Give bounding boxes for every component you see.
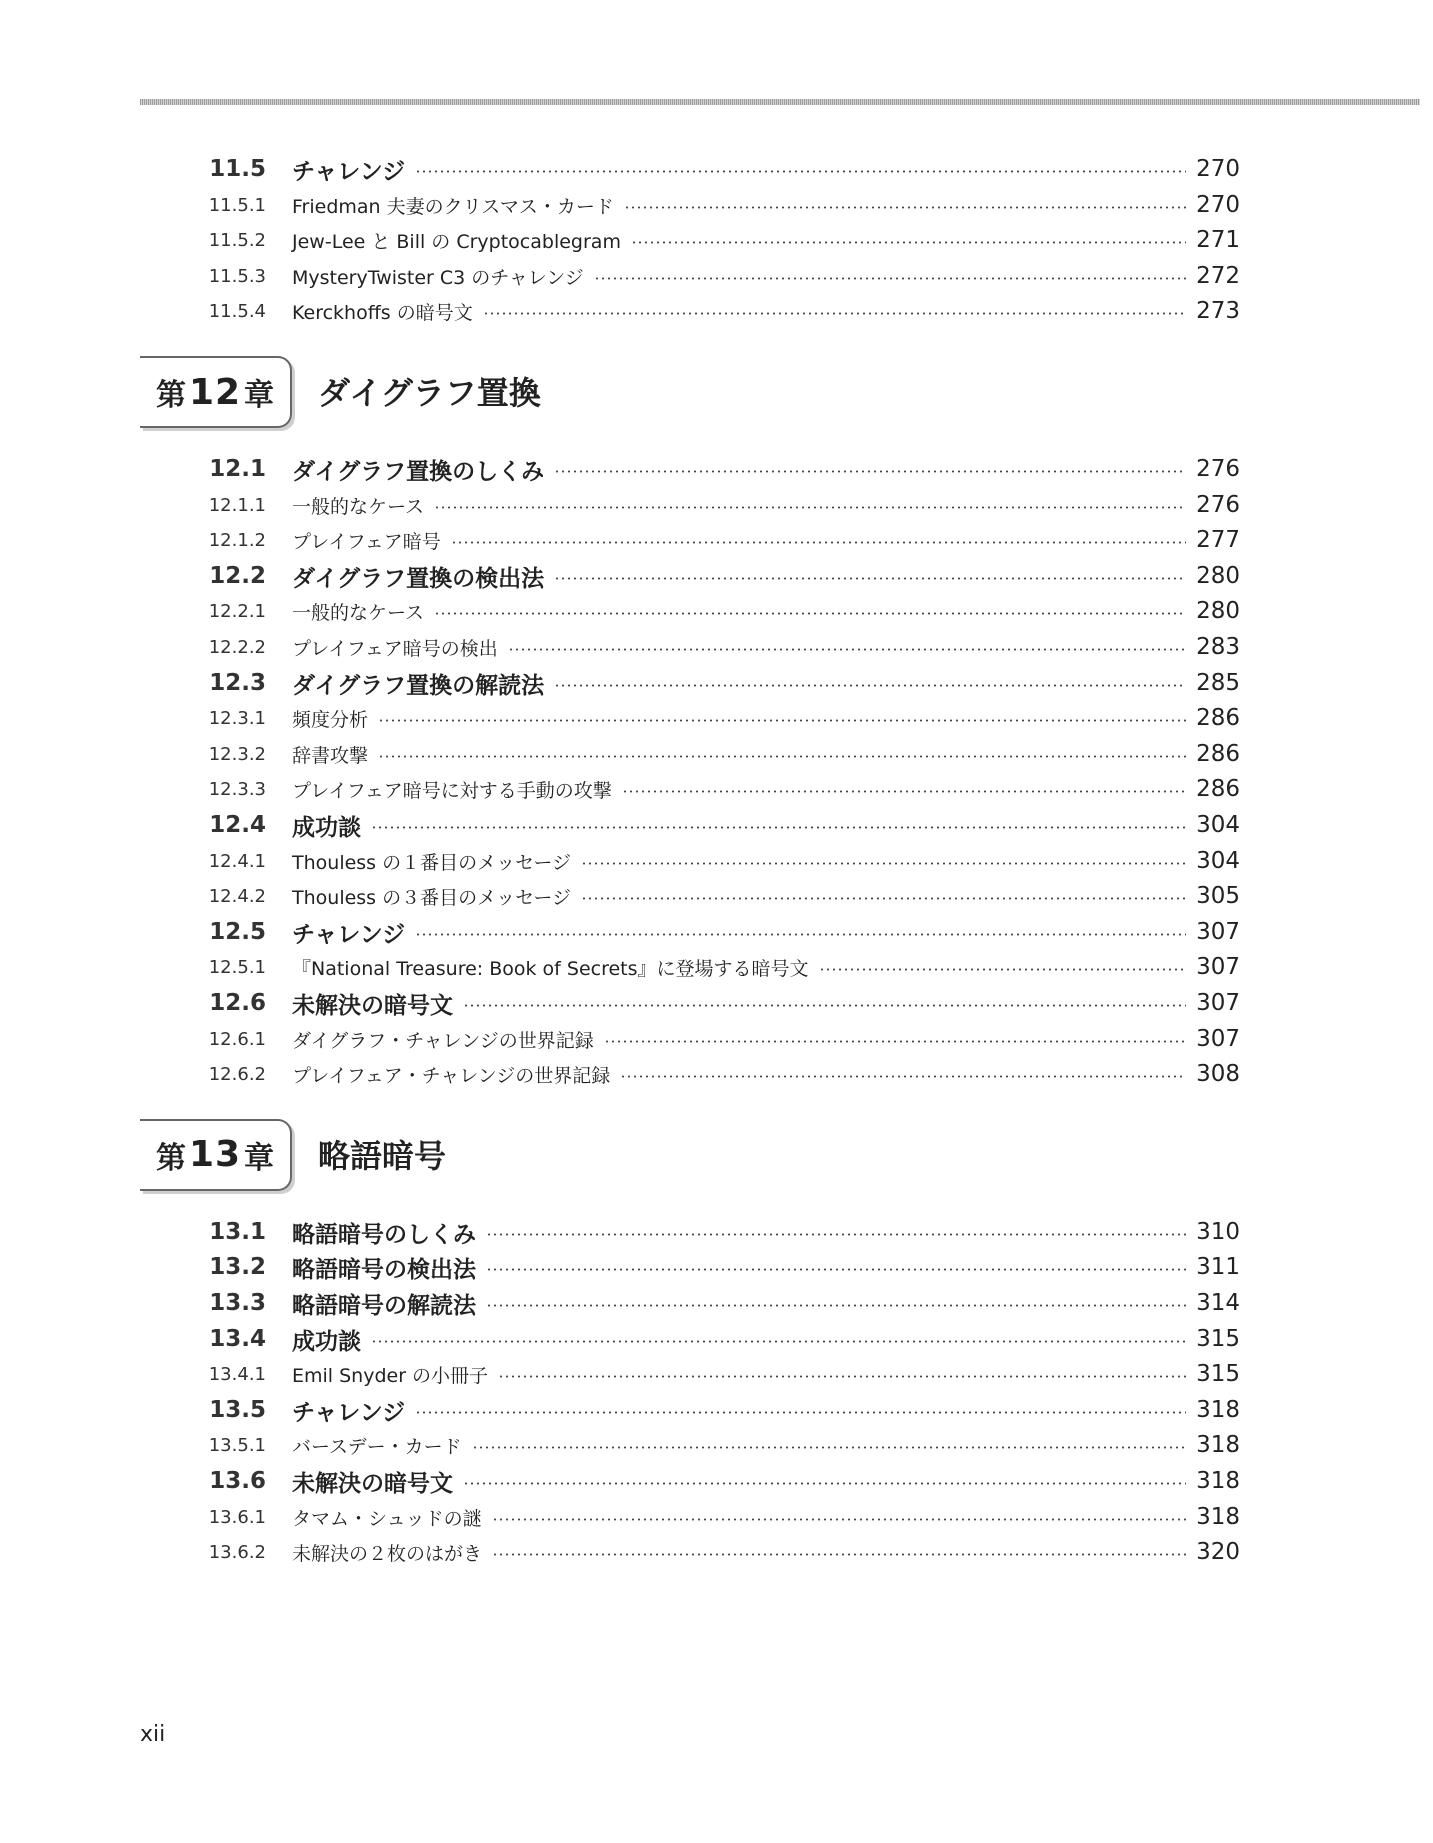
entry-title: 『National Treasure: Book of Secrets』に登場する暗号文 [292, 957, 809, 980]
dot-leader [483, 312, 1186, 315]
entry-number: 13.5.1 [208, 1434, 266, 1456]
entry-page-number: 286 [1196, 776, 1240, 802]
entry-page-number: 318 [1196, 1432, 1240, 1458]
entry-page-number: 318 [1196, 1468, 1240, 1494]
dot-leader [451, 541, 1186, 544]
entry-page-number: 310 [1196, 1219, 1240, 1245]
dot-leader [604, 1040, 1186, 1043]
entry-page-number: 286 [1196, 741, 1240, 767]
dot-leader [554, 684, 1186, 687]
entry-page-number: 272 [1196, 263, 1240, 289]
entry-number: 13.3 [209, 1290, 266, 1316]
entry-number: 11.5 [209, 156, 266, 182]
toc-section-entry[interactable] [0, 666, 1240, 700]
toc-section-entry[interactable] [0, 452, 1240, 486]
entry-page-number: 307 [1196, 990, 1240, 1016]
entry-title: Jew-Lee と Bill の Cryptocablegram [292, 230, 621, 253]
toc-subsection-entry[interactable] [0, 1057, 1240, 1091]
entry-number: 12.4.2 [208, 885, 266, 907]
chapter-title: 略語暗号 [318, 1136, 447, 1175]
toc-subsection-entry[interactable] [0, 844, 1240, 878]
entry-title: プレイフェア暗号に対する手動の攻撃 [292, 779, 612, 802]
toc-subsection-entry[interactable] [0, 1428, 1240, 1462]
entry-number: 12.4 [209, 812, 266, 838]
chapter-prefix: 第 [155, 1140, 186, 1176]
dot-leader [371, 826, 1186, 829]
entry-title: チャレンジ [292, 1399, 406, 1426]
entry-title: プレイフェア暗号の検出 [292, 637, 498, 660]
chapter-number: 12 [188, 371, 242, 413]
entry-number: 13.1 [209, 1219, 266, 1245]
chapter-suffix: 章 [244, 1140, 275, 1176]
entry-title: ダイグラフ置換の検出法 [292, 565, 545, 592]
chapter-title: ダイグラフ置換 [318, 374, 541, 412]
toc-subsection-entry[interactable] [0, 737, 1240, 771]
dot-leader [624, 206, 1186, 209]
entry-page-number: 304 [1196, 848, 1240, 874]
entry-number: 11.5.2 [208, 229, 266, 251]
entry-page-number: 273 [1196, 298, 1240, 324]
chapter-number-tab [140, 356, 292, 428]
entry-page-number: 315 [1196, 1326, 1240, 1352]
entry-page-number: 277 [1196, 527, 1240, 553]
entry-page-number: 304 [1196, 812, 1240, 838]
entry-number: 12.2 [209, 563, 266, 589]
dot-leader [415, 933, 1186, 936]
entry-title: 略語暗号の検出法 [292, 1256, 476, 1283]
entry-number: 13.6.1 [208, 1506, 266, 1528]
entry-title: Kerckhoffs の暗号文 [292, 301, 473, 324]
entry-number: 12.6.2 [208, 1063, 266, 1085]
entry-number: 12.3.1 [208, 707, 266, 729]
page-number: xii [140, 1722, 166, 1747]
entry-number: 11.5.3 [208, 265, 266, 287]
entry-number: 11.5.1 [208, 194, 266, 216]
entry-page-number: 311 [1196, 1254, 1240, 1280]
entry-number: 13.4 [209, 1326, 266, 1352]
entry-page-number: 318 [1196, 1504, 1240, 1530]
entry-number: 11.5.4 [208, 300, 266, 322]
dot-leader [434, 612, 1186, 615]
entry-number: 13.4.1 [208, 1363, 266, 1385]
entry-page-number: 276 [1196, 492, 1240, 518]
dot-leader [371, 1340, 1186, 1343]
entry-number: 12.1 [209, 456, 266, 482]
entry-page-number: 280 [1196, 598, 1240, 624]
dot-leader [819, 968, 1186, 971]
entry-page-number: 283 [1196, 634, 1240, 660]
entry-page-number: 270 [1196, 156, 1240, 182]
toc-section-entry[interactable] [0, 559, 1240, 593]
entry-title: ダイグラフ置換の解読法 [292, 672, 545, 699]
entry-number: 13.6.2 [208, 1541, 266, 1563]
header-rule [140, 99, 1420, 105]
entry-title: チャレンジ [292, 158, 406, 185]
entry-title: 一般的なケース [292, 601, 425, 624]
chapter-heading [0, 1119, 1240, 1191]
entry-page-number: 308 [1196, 1061, 1240, 1087]
entry-number: 12.6.1 [208, 1028, 266, 1050]
dot-leader [486, 1304, 1186, 1307]
entry-number: 12.2.1 [208, 600, 266, 622]
entry-title: 未解決の暗号文 [292, 1470, 453, 1497]
entry-title: プレイフェア・チャレンジの世界記録 [292, 1064, 611, 1087]
chapter-number-tab [140, 1119, 292, 1191]
entry-title: Thouless の３番目のメッセージ [292, 886, 571, 909]
entry-number: 12.4.1 [208, 850, 266, 872]
dot-leader [581, 897, 1186, 900]
entry-page-number: 286 [1196, 705, 1240, 731]
dot-leader [554, 577, 1186, 580]
entry-number: 12.1.2 [208, 529, 266, 551]
entry-page-number: 280 [1196, 563, 1240, 589]
entry-page-number: 314 [1196, 1290, 1240, 1316]
entry-page-number: 318 [1196, 1397, 1240, 1423]
entry-number: 12.3.2 [208, 743, 266, 765]
dot-leader [472, 1446, 1186, 1449]
dot-leader [508, 648, 1186, 651]
dot-leader [498, 1375, 1186, 1378]
entry-title: チャレンジ [292, 921, 406, 948]
entry-number: 13.2 [209, 1254, 266, 1280]
entry-title: プレイフェア暗号 [292, 530, 441, 553]
toc-section-entry[interactable] [0, 1464, 1240, 1498]
toc-section-entry[interactable] [0, 1286, 1240, 1320]
toc-section-entry[interactable] [0, 1393, 1240, 1427]
entry-page-number: 285 [1196, 670, 1240, 696]
entry-number: 12.2.2 [208, 636, 266, 658]
toc-subsection-entry[interactable] [0, 1357, 1240, 1391]
chapter-prefix: 第 [155, 378, 186, 413]
chapter-suffix: 章 [244, 378, 275, 413]
dot-leader [620, 1075, 1186, 1078]
dot-leader [486, 1233, 1186, 1236]
toc-section-entry[interactable] [0, 152, 1240, 186]
toc-subsection-entry[interactable] [0, 1500, 1240, 1534]
toc-subsection-entry[interactable] [0, 223, 1240, 257]
entry-title: 未解決の２枚のはがき [292, 1542, 483, 1565]
entry-title: 成功談 [292, 814, 361, 841]
toc-subsection-entry[interactable] [0, 630, 1240, 664]
toc-section-entry[interactable] [0, 915, 1240, 949]
toc-subsection-entry[interactable] [0, 1022, 1240, 1056]
entry-page-number: 307 [1196, 919, 1240, 945]
entry-title: 頻度分析 [292, 708, 369, 731]
dot-leader [378, 755, 1186, 758]
toc-subsection-entry[interactable] [0, 523, 1240, 557]
dot-leader [415, 1411, 1186, 1414]
entry-number: 12.5 [209, 919, 266, 945]
toc-section-entry[interactable] [0, 1322, 1240, 1356]
entry-title: 未解決の暗号文 [292, 992, 453, 1019]
entry-title: Thouless の１番目のメッセージ [292, 851, 571, 874]
entry-title: Friedman 夫妻のクリスマス・カード [292, 195, 614, 218]
entry-page-number: 320 [1196, 1539, 1240, 1565]
chapter-heading [0, 356, 1240, 428]
dot-leader [594, 277, 1186, 280]
toc-subsection-entry[interactable] [0, 488, 1240, 522]
dot-leader [581, 862, 1186, 865]
dot-leader [378, 719, 1186, 722]
entry-number: 12.5.1 [208, 956, 266, 978]
toc-subsection-entry[interactable] [0, 950, 1240, 984]
entry-number: 12.3.3 [208, 778, 266, 800]
entry-title: ダイグラフ置換のしくみ [292, 458, 545, 485]
entry-title: タマム・シュッドの謎 [292, 1507, 482, 1530]
entry-number: 13.5 [209, 1397, 266, 1423]
toc-subsection-entry[interactable] [0, 594, 1240, 628]
entry-page-number: 271 [1196, 227, 1240, 253]
entry-page-number: 276 [1196, 456, 1240, 482]
entry-number: 12.6 [209, 990, 266, 1016]
entry-title: 辞書攻撃 [292, 744, 369, 767]
toc-section-entry[interactable] [0, 1215, 1240, 1249]
toc-subsection-entry[interactable] [0, 879, 1240, 913]
dot-leader [492, 1518, 1186, 1521]
dot-leader [434, 506, 1186, 509]
toc-section-entry[interactable] [0, 808, 1240, 842]
toc-section-entry[interactable] [0, 1250, 1240, 1284]
dot-leader [463, 1482, 1186, 1485]
entry-page-number: 305 [1196, 883, 1240, 909]
toc-subsection-entry[interactable] [0, 294, 1240, 328]
toc-section-entry[interactable] [0, 986, 1240, 1020]
entry-number: 13.6 [209, 1468, 266, 1494]
entry-page-number: 315 [1196, 1361, 1240, 1387]
entry-title: 略語暗号のしくみ [292, 1221, 476, 1248]
entry-title: MysteryTwister C3 のチャレンジ [292, 266, 584, 289]
toc-subsection-entry[interactable] [0, 772, 1240, 806]
dot-leader [492, 1553, 1186, 1556]
toc-subsection-entry[interactable] [0, 701, 1240, 735]
entry-title: Emil Snyder の小冊子 [292, 1364, 489, 1387]
dot-leader [622, 790, 1186, 793]
toc-subsection-entry[interactable] [0, 188, 1240, 222]
dot-leader [486, 1268, 1186, 1271]
entry-title: ダイグラフ・チャレンジの世界記録 [292, 1029, 594, 1052]
entry-page-number: 270 [1196, 192, 1240, 218]
dot-leader [631, 241, 1186, 244]
entry-title: 成功談 [292, 1328, 361, 1355]
entry-title: 略語暗号の解読法 [292, 1292, 476, 1319]
toc-subsection-entry[interactable] [0, 1535, 1240, 1569]
dot-leader [415, 170, 1186, 173]
entry-number: 12.1.1 [208, 494, 266, 516]
dot-leader [463, 1004, 1186, 1007]
chapter-number: 13 [188, 1134, 242, 1176]
entry-title: バースデー・カード [292, 1435, 462, 1458]
entry-page-number: 307 [1196, 954, 1240, 980]
dot-leader [554, 470, 1186, 473]
entry-page-number: 307 [1196, 1026, 1240, 1052]
entry-number: 12.3 [209, 670, 266, 696]
toc-subsection-entry[interactable] [0, 259, 1240, 293]
entry-title: 一般的なケース [292, 495, 425, 518]
